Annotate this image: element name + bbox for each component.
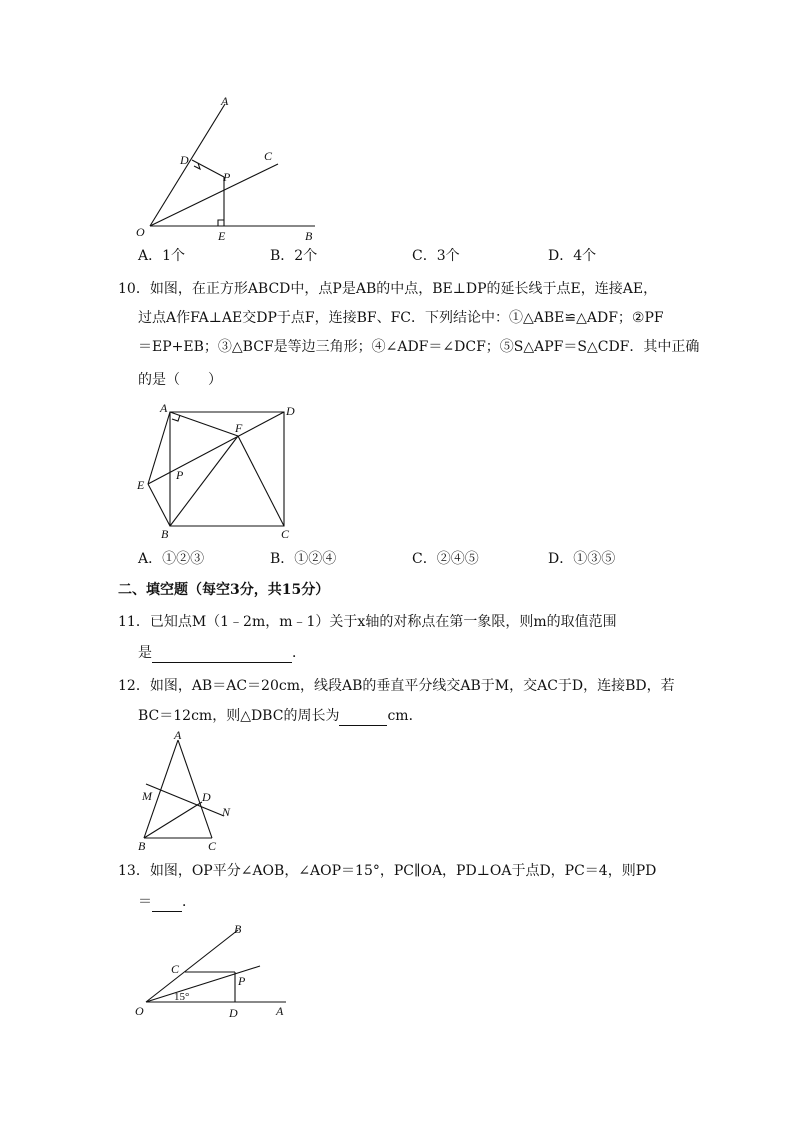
q13-prefix: ＝ — [138, 894, 152, 910]
label-A: A — [276, 1004, 284, 1018]
q13-text-line2 — [138, 892, 196, 912]
label-O: O — [136, 225, 145, 239]
segment-BD — [144, 802, 202, 838]
q12-figure — [130, 726, 250, 856]
q13-answer-blank[interactable] — [152, 897, 182, 912]
segment-PD — [192, 160, 224, 177]
label-angle-15: 15° — [174, 991, 190, 1003]
label-O: O — [135, 1004, 144, 1018]
label-A: A — [160, 401, 168, 415]
q9-figure — [130, 90, 330, 250]
label-P: P — [238, 974, 246, 988]
label-D: D — [180, 153, 189, 167]
label-C: C — [281, 527, 290, 541]
q10-option-c[interactable]: C．②④⑤ — [412, 551, 479, 567]
q11-answer-blank[interactable] — [152, 648, 292, 663]
q10-figure — [130, 398, 310, 546]
label-A: A — [174, 728, 182, 742]
label-C: C — [264, 149, 273, 163]
label-B: B — [305, 229, 313, 243]
q9-option-a[interactable]: A．1个 — [138, 248, 186, 264]
segment-EB — [148, 484, 170, 526]
segment-AC — [178, 740, 212, 838]
label-B: B — [138, 839, 146, 853]
q9-option-d[interactable]: D．4个 — [548, 248, 597, 264]
segment-ED — [148, 412, 284, 484]
q10-text-line2: 过点A作FA⊥AE交DP于点F，连接BF、FC．下列结论中：①△ABE≌△ADF；②PF — [138, 310, 664, 326]
label-P: P — [223, 170, 231, 184]
q10-text-line1: 10．如图，在正方形ABCD中，点P是AB的中点，BE⊥DP的延长线于点E，连接AE， — [118, 281, 658, 297]
segment-CF — [238, 436, 284, 526]
label-N: N — [222, 805, 231, 819]
q12-text-line2 — [138, 706, 423, 726]
q10-text-line3: ＝EP+EB；③△BCF是等边三角形；④∠ADF＝∠DCF；⑤S△APF＝S△CDF．其中正确 — [138, 339, 700, 355]
label-E: E — [218, 229, 226, 243]
q11-suffix: ． — [292, 645, 306, 661]
q9-option-b[interactable]: B．2个 — [270, 248, 318, 264]
label-B: B — [234, 922, 242, 936]
q11-text-line1: 11．已知点M（1﹣2m，m﹣1）关于x轴的对称点在第一象限，则m的取值范围 — [118, 614, 617, 630]
label-M: M — [142, 789, 152, 803]
section-title: 二、填空题（每空3分，共15分） — [118, 582, 330, 598]
q13-text-line1: 13．如图，OP平分∠AOB，∠AOP＝15°，PC∥OA，PD⊥OA于点D，PC＝4，则PD — [118, 863, 657, 879]
q11-text-line2 — [138, 643, 306, 663]
label-C: C — [171, 962, 180, 976]
q9-option-c[interactable]: C．3个 — [412, 248, 460, 264]
q10-option-d[interactable]: D．①③⑤ — [548, 551, 616, 567]
q12-suffix: cm． — [387, 708, 423, 724]
label-D: D — [286, 404, 295, 418]
label-B: B — [161, 527, 169, 541]
label-P: P — [176, 468, 184, 482]
q11-prefix: 是 — [138, 645, 152, 661]
label-F: F — [235, 421, 243, 435]
q13-suffix: ． — [182, 894, 196, 910]
segment-AE — [148, 412, 170, 484]
q13-figure — [130, 918, 300, 1028]
label-A: A — [221, 94, 229, 108]
label-D: D — [229, 1006, 238, 1020]
square-ABCD — [170, 412, 284, 526]
q12-answer-blank[interactable] — [339, 711, 387, 726]
q10-option-b[interactable]: B．①②④ — [270, 551, 337, 567]
q12-text-line1: 12．如图，AB＝AC＝20cm，线段AB的垂直平分线交AB于M，交AC于D，连接BD，若 — [118, 678, 675, 694]
label-C: C — [208, 839, 217, 853]
ray-OB — [146, 930, 238, 1002]
q12-prefix: BC＝12cm，则△DBC的周长为 — [138, 708, 340, 724]
label-D: D — [202, 790, 211, 804]
q10-option-a[interactable]: A．①②③ — [138, 551, 205, 567]
q10-text-line4: 的是（ ） — [138, 372, 222, 388]
right-angle-mark-A — [172, 415, 180, 421]
label-E: E — [137, 478, 145, 492]
right-angle-mark-E — [218, 220, 224, 226]
